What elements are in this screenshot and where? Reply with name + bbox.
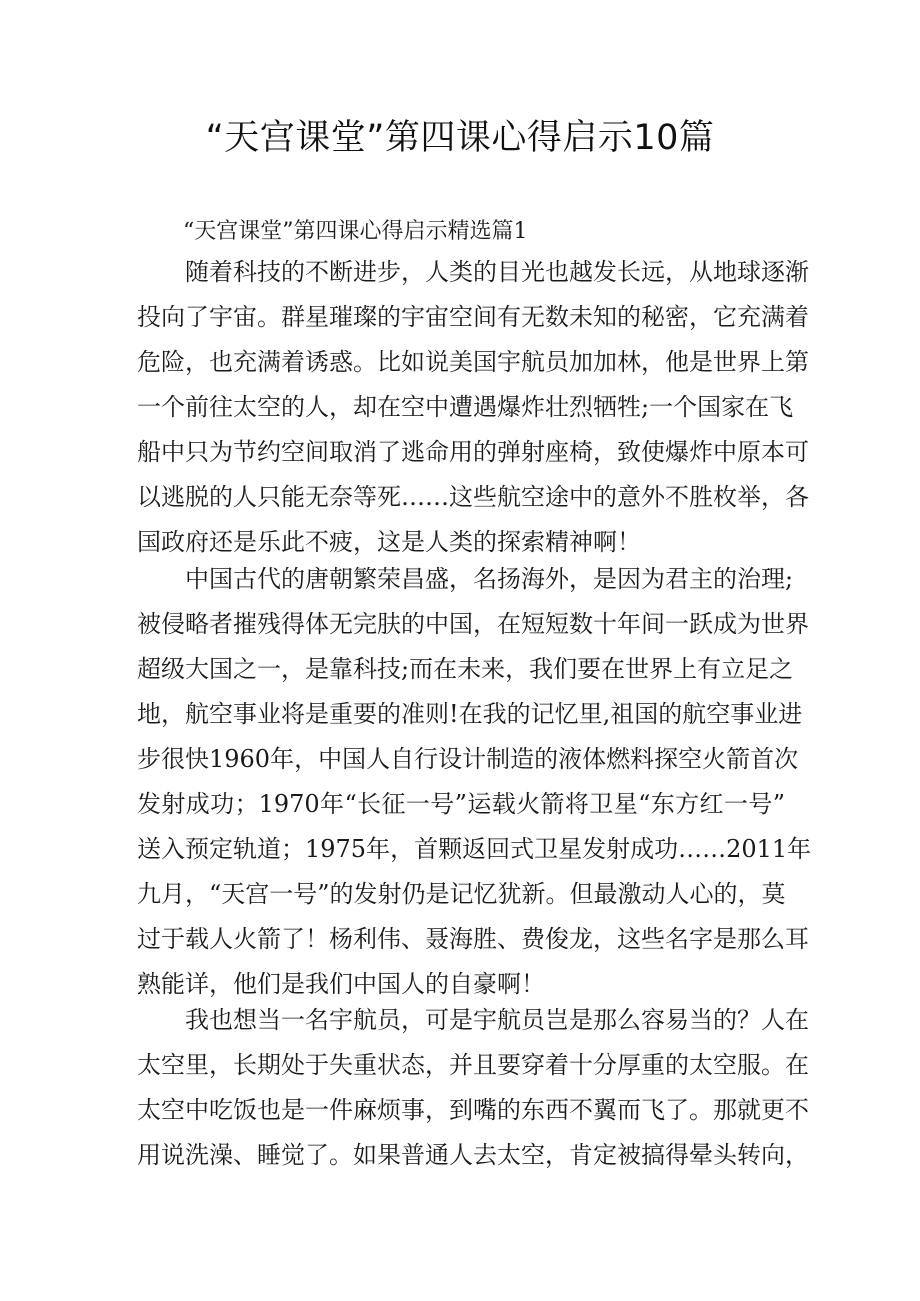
paragraph-line: 发射成功；1970年“长征一号”运载火箭将卫星“东方红一号” — [137, 790, 785, 818]
paragraph-line: 船中只为节约空间取消了逃命用的弹射座椅，致使爆炸中原本可 — [137, 438, 809, 466]
paragraph-line: 投向了宇宙。群星璀璨的宇宙空间有无数未知的秘密，它充满着 — [137, 303, 809, 331]
paragraph-line: 超级大国之一，是靠科技;而在未来，我们要在世界上有立足之 — [137, 655, 794, 683]
paragraph-line: 地，航空事业将是重要的准则!在我的记忆里,祖国的航空事业进 — [137, 700, 803, 728]
section-heading: “天宫课堂”第四课心得启示精选篇1 — [183, 219, 528, 244]
paragraph-3 — [137, 998, 809, 1178]
paragraph-line: 以逃脱的人只能无奈等死……这些航空途中的意外不胜枚举，各 — [137, 483, 809, 511]
paragraph-line: 危险，也充满着诱惑。比如说美国宇航员加加林，他是世界上第 — [137, 348, 809, 376]
paragraph-line: 国政府还是乐此不疲，这是人类的探索精神啊！ — [137, 528, 641, 556]
paragraph-line: 熟能详，他们是我们中国人的自豪啊！ — [137, 970, 545, 998]
paragraph-1 — [137, 250, 809, 565]
document-title: “天宫课堂”第四课心得启示10篇 — [205, 118, 715, 158]
paragraph-line: 步很快1960年，中国人自行设计制造的液体燃料探空火箭首次 — [137, 745, 799, 773]
paragraph-line: 太空里，长期处于失重状态，并且要穿着十分厚重的太空服。在 — [137, 1051, 809, 1079]
paragraph-line: 太空中吃饭也是一件麻烦事，到嘴的东西不翼而飞了。那就更不 — [137, 1096, 809, 1124]
paragraph-line: 被侵略者摧残得体无完肤的中国，在短短数十年间一跃成为世界 — [137, 610, 809, 638]
paragraph-line: 随着科技的不断进步，人类的目光也越发长远，从地球逐渐 — [185, 258, 809, 286]
paragraph-line: 九月，“天宫一号”的发射仍是记忆犹新。但最激动人心的，莫 — [137, 880, 786, 908]
paragraph-2 — [137, 557, 812, 1007]
paragraph-line: 过于载人火箭了！杨利伟、聂海胜、费俊龙，这些名字是那么耳 — [137, 925, 809, 953]
paragraph-line: 送入预定轨道；1975年，首颗返回式卫星发射成功……2011年 — [137, 835, 812, 863]
paragraph-line: 中国古代的唐朝繁荣昌盛，名扬海外，是因为君主的治理; — [185, 565, 794, 593]
paragraph-line: 用说洗澡、睡觉了。如果普通人去太空，肯定被搞得晕头转向， — [137, 1141, 809, 1169]
paragraph-line: 一个前往太空的人，却在空中遭遇爆炸壮烈牺牲;一个国家在飞 — [137, 393, 794, 421]
paragraph-line: 我也想当一名宇航员，可是宇航员岂是那么容易当的？人在 — [185, 1006, 809, 1034]
